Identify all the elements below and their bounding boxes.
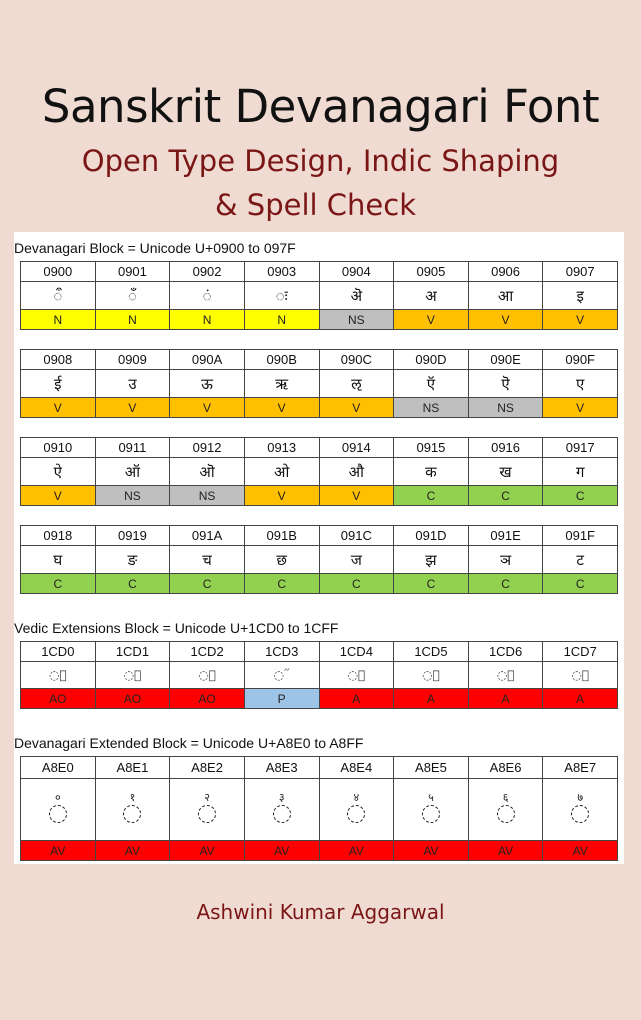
devanagari-extended-table [20,756,618,861]
category-cell: V [244,486,319,506]
glyph-cell: ◌᳕ [394,662,469,689]
glyph-cell: ऌ [319,370,394,398]
glyph-cell: ख [468,458,543,486]
code-cell: A8E1 [95,757,170,779]
category-cell: V [468,310,543,330]
code-cell: 090F [543,350,618,370]
code-cell: 0907 [543,262,618,282]
glyph-cell: ई [21,370,96,398]
dotted-circle-icon [347,805,365,823]
code-cell: 1CD3 [244,642,319,662]
category-cell: NS [394,398,469,418]
code-cell: 090D [394,350,469,370]
category-cell: NS [468,398,543,418]
code-cell: 090A [170,350,245,370]
category-cell: AV [244,841,319,861]
category-cell: C [21,574,96,594]
category-cell: AV [95,841,170,861]
code-cell: 1CD4 [319,642,394,662]
code-cell: 0919 [95,526,170,546]
glyph-cell: आ [468,282,543,310]
glyph-cell: ◌᳒ [170,662,245,689]
glyph-cell: ज [319,546,394,574]
code-cell: 0900 [21,262,96,282]
dotted-circle-icon [422,805,440,823]
code-cell: 090E [468,350,543,370]
code-cell: 0909 [95,350,170,370]
dotted-circle-icon [198,805,216,823]
category-cell: V [244,398,319,418]
category-cell: AV [468,841,543,861]
glyph-cell: ऒ [170,458,245,486]
category-cell: AO [170,689,245,709]
devanagari-table-4 [20,525,618,594]
glyph-cell: ऑ [95,458,170,486]
category-cell: C [394,486,469,506]
combining-mark: ३ [278,791,285,805]
category-cell: P [244,689,319,709]
combining-mark-stack [320,792,394,827]
code-cell: 0916 [468,438,543,458]
code-cell: 0913 [244,438,319,458]
glyph-cell: इ [543,282,618,310]
code-cell: 0918 [21,526,96,546]
code-cell: 0906 [468,262,543,282]
category-cell: V [543,398,618,418]
code-cell: A8E3 [244,757,319,779]
code-cell: 090C [319,350,394,370]
glyph-cell: ऐ [21,458,96,486]
glyph-cell: ऊ [170,370,245,398]
code-cell: 0904 [319,262,394,282]
glyph-cell: ◌᳖ [468,662,543,689]
category-cell: C [170,574,245,594]
category-cell: C [319,574,394,594]
cover-subtitle-line1: Open Type Design, Indic Shaping [81,144,560,178]
glyph-cell [468,779,543,841]
category-cell: V [21,486,96,506]
combining-mark-stack [170,792,244,827]
code-cell: 1CD0 [21,642,96,662]
dotted-circle-icon [273,805,291,823]
glyph-cell: ओ [244,458,319,486]
extended-block-title: Devanagari Extended Block = Unicode U+A8E0 to A8FF [14,735,364,751]
glyph-cell: ◌᳓ [244,662,319,689]
code-cell: 0917 [543,438,618,458]
category-cell: V [319,486,394,506]
code-cell: A8E0 [21,757,96,779]
glyph-cell: ◌᳗ [543,662,618,689]
category-cell: AV [170,841,245,861]
category-cell: V [319,398,394,418]
code-cell: 0912 [170,438,245,458]
glyph-cell: ऄ [319,282,394,310]
category-cell: C [543,574,618,594]
author-name: Ashwini Kumar Aggarwal [196,900,445,924]
category-cell: V [95,398,170,418]
code-cell: 1CD2 [170,642,245,662]
glyph-cell: क [394,458,469,486]
code-cell: 091F [543,526,618,546]
glyph-cell: ञ [468,546,543,574]
dotted-circle-icon [123,805,141,823]
category-cell: A [468,689,543,709]
dotted-circle-icon [49,805,67,823]
glyph-cell [21,779,96,841]
combining-mark-stack [394,792,468,827]
code-cell: 0914 [319,438,394,458]
category-cell: AO [21,689,96,709]
combining-mark-stack [469,792,543,827]
glyph-cell: ऎ [468,370,543,398]
devanagari-table-2 [20,349,618,418]
glyph-cell: ◌᳔ [319,662,394,689]
category-cell: V [394,310,469,330]
glyph-cell: च [170,546,245,574]
code-cell: A8E5 [394,757,469,779]
category-cell: V [170,398,245,418]
glyph-cell [543,779,618,841]
category-cell: C [468,486,543,506]
category-cell: N [21,310,96,330]
combining-mark: ० [54,791,61,805]
category-cell: N [244,310,319,330]
combining-mark-stack [543,792,617,827]
category-cell: A [319,689,394,709]
devanagari-table-1 [20,261,618,330]
glyph-cell: ट [543,546,618,574]
combining-mark: २ [204,791,210,805]
glyph-cell [95,779,170,841]
glyph-cell: घ [21,546,96,574]
code-cell: 0902 [170,262,245,282]
code-cell: 090B [244,350,319,370]
combining-mark: ६ [502,791,509,805]
code-cell: 0903 [244,262,319,282]
code-cell: 091E [468,526,543,546]
category-cell: NS [170,486,245,506]
category-cell: AO [95,689,170,709]
glyph-cell [244,779,319,841]
category-cell: C [543,486,618,506]
devanagari-block-title: Devanagari Block = Unicode U+0900 to 097F [14,240,296,256]
combining-mark-stack [21,792,95,827]
code-cell: 091A [170,526,245,546]
glyph-cell: ङ [95,546,170,574]
code-cell: 0911 [95,438,170,458]
glyph-cell: ◌ः [244,282,319,310]
glyph-cell [170,779,245,841]
code-cell: 0901 [95,262,170,282]
category-cell: N [95,310,170,330]
glyph-cell: ◌ँ [95,282,170,310]
category-cell: C [244,574,319,594]
vedic-block-title: Vedic Extensions Block = Unicode U+1CD0 to 1CFF [14,620,339,636]
glyph-cell: ए [543,370,618,398]
glyph-cell: औ [319,458,394,486]
cover-subtitle-line2: & Spell Check [214,188,417,222]
devanagari-table-3 [20,437,618,506]
code-cell: 0905 [394,262,469,282]
glyph-cell: ◌ं [170,282,245,310]
category-cell: NS [319,310,394,330]
combining-mark: ७ [577,791,584,805]
code-cell: 091D [394,526,469,546]
glyph-cell: उ [95,370,170,398]
category-cell: C [394,574,469,594]
category-cell: AV [394,841,469,861]
glyph-cell: ◌ऀ [21,282,96,310]
category-cell: AV [543,841,618,861]
cover-title: Sanskrit Devanagari Font [41,80,600,133]
glyph-cell: ◌᳐ [21,662,96,689]
category-cell: A [543,689,618,709]
code-cell: 1CD1 [95,642,170,662]
code-cell: 1CD6 [468,642,543,662]
category-cell: AV [21,841,96,861]
code-cell: A8E6 [468,757,543,779]
code-cell: A8E7 [543,757,618,779]
combining-mark: १ [129,791,136,805]
glyph-cell: छ [244,546,319,574]
category-cell: V [21,398,96,418]
code-cell: A8E4 [319,757,394,779]
combining-mark: ५ [428,791,434,805]
combining-mark-stack [96,792,170,827]
glyph-cell [394,779,469,841]
category-cell: AV [319,841,394,861]
code-cell: 0908 [21,350,96,370]
code-cell: 091B [244,526,319,546]
glyph-cell [319,779,394,841]
glyph-cell: ◌᳑ [95,662,170,689]
dotted-circle-icon [571,805,589,823]
glyph-cell: ऍ [394,370,469,398]
glyph-cell: ऋ [244,370,319,398]
code-cell: 0910 [21,438,96,458]
category-cell: N [170,310,245,330]
code-cell: 1CD5 [394,642,469,662]
combining-mark: ४ [353,791,360,805]
category-cell: V [543,310,618,330]
vedic-extensions-table [20,641,618,709]
combining-mark-stack [245,792,319,827]
code-cell: 0915 [394,438,469,458]
category-cell: A [394,689,469,709]
code-cell: A8E2 [170,757,245,779]
category-cell: C [468,574,543,594]
category-cell: C [95,574,170,594]
glyph-cell: अ [394,282,469,310]
code-cell: 1CD7 [543,642,618,662]
code-cell: 091C [319,526,394,546]
dotted-circle-icon [497,805,515,823]
glyph-cell: ग [543,458,618,486]
category-cell: NS [95,486,170,506]
glyph-cell: झ [394,546,469,574]
